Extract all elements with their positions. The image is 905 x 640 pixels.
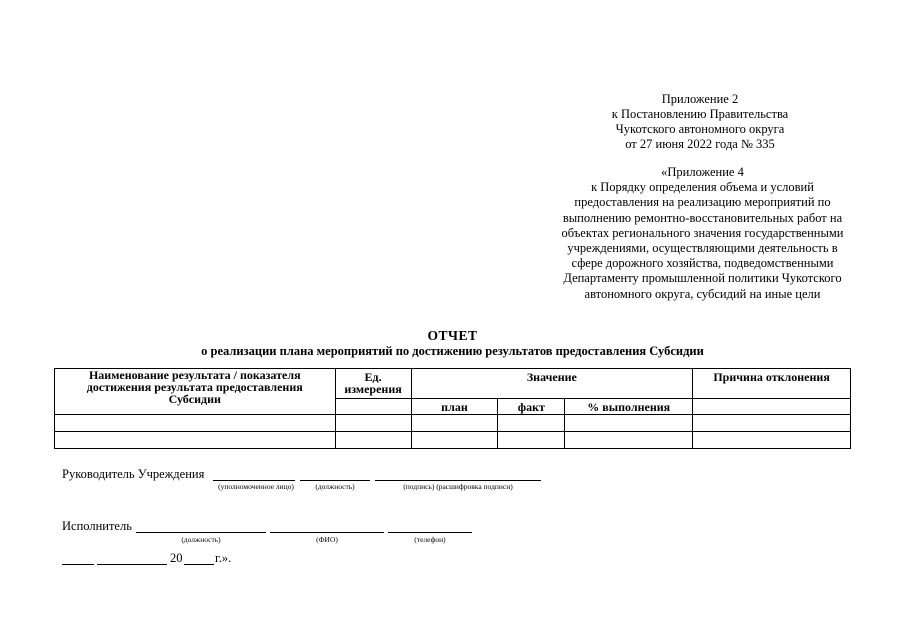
table-row bbox=[55, 432, 851, 449]
subheader-percent: % выполнения bbox=[565, 399, 693, 415]
header-value: Значение bbox=[411, 369, 693, 399]
date-month-line[interactable] bbox=[97, 564, 167, 565]
table-cell[interactable] bbox=[565, 432, 693, 449]
table-header-row bbox=[55, 369, 851, 399]
table-cell[interactable] bbox=[55, 432, 336, 449]
header-name-line-3: Субсидии bbox=[168, 392, 221, 406]
head-position-line[interactable] bbox=[300, 480, 370, 481]
appendix-4-line-1: «Приложение 4 bbox=[661, 165, 744, 179]
head-signature-line[interactable] bbox=[375, 480, 541, 481]
head-authorized-line[interactable] bbox=[213, 480, 295, 481]
appendix-4-line-8: Департаменту промышленной политики Чукотского bbox=[563, 271, 842, 286]
executor-position-line[interactable] bbox=[136, 532, 266, 533]
table-cell[interactable] bbox=[335, 432, 411, 449]
date-suffix: г.». bbox=[215, 551, 232, 565]
report-subtitle: о реализации плана мероприятий по достижению результатов предоставления Субсидии bbox=[201, 344, 704, 358]
appendix-4-line-3: предоставления на реализацию мероприятий по bbox=[574, 195, 831, 210]
subheader-unit-empty bbox=[335, 399, 411, 415]
appendix-4-line-7: сфере дорожного хозяйства, подведомственными bbox=[571, 256, 834, 271]
appendix-2-line-1: Приложение 2 bbox=[661, 92, 739, 106]
executor-label: Исполнитель bbox=[62, 519, 132, 533]
table-cell[interactable] bbox=[565, 415, 693, 432]
subheader-plan: план bbox=[411, 399, 498, 415]
date-day-line[interactable] bbox=[62, 564, 94, 565]
table-row bbox=[55, 415, 851, 432]
header-name-line-1: Наименование результата / показателя bbox=[88, 368, 301, 382]
table-cell[interactable] bbox=[498, 415, 565, 432]
executor-caption-phone: (телефон) bbox=[414, 535, 446, 544]
head-caption-signature: (подпись) (расшифровка подписи) bbox=[403, 482, 513, 491]
header-name-line-2: достижения результата предоставления bbox=[86, 380, 303, 394]
subheader-fact: факт bbox=[498, 399, 565, 415]
head-label: Руководитель Учреждения bbox=[62, 467, 205, 481]
header-unit-line-1: Ед. bbox=[364, 370, 382, 384]
appendix-4-line-9: автономного округа, субсидий на иные цели bbox=[584, 286, 821, 301]
appendix-2-line-4: от 27 июня 2022 года № 335 bbox=[625, 137, 775, 151]
report-title: ОТЧЕТ bbox=[427, 328, 478, 343]
appendix-2-line-2: к Постановлению Правительства bbox=[611, 107, 789, 121]
header-unit-line-2: измерения bbox=[344, 382, 402, 396]
date-year-line[interactable] bbox=[184, 564, 214, 565]
table-cell[interactable] bbox=[498, 432, 565, 449]
appendix-2-block bbox=[580, 92, 820, 152]
header-unit bbox=[335, 369, 411, 399]
table-cell[interactable] bbox=[693, 432, 851, 449]
executor-phone-line[interactable] bbox=[388, 532, 472, 533]
table-cell[interactable] bbox=[411, 432, 498, 449]
table-cell[interactable] bbox=[693, 415, 851, 432]
executor-name-line[interactable] bbox=[270, 532, 384, 533]
appendix-4-line-6: учреждениями, осуществляющими деятельность в bbox=[567, 241, 838, 256]
appendix-4-line-5: объектах регионального значения государственными bbox=[561, 225, 844, 240]
executor-caption-name: (ФИО) bbox=[316, 535, 338, 544]
header-name bbox=[55, 369, 336, 415]
report-table bbox=[54, 368, 851, 449]
subheader-reason-empty bbox=[693, 399, 851, 415]
head-caption-position: (должность) bbox=[315, 482, 355, 491]
header-reason: Причина отклонения bbox=[693, 369, 851, 399]
table-cell[interactable] bbox=[335, 415, 411, 432]
date-year-prefix: 20 bbox=[170, 551, 183, 565]
appendix-2-line-3: Чукотского автономного округа bbox=[615, 122, 785, 136]
appendix-4-block bbox=[545, 165, 860, 302]
head-caption-authorized: (уполномоченное лицо) bbox=[218, 482, 294, 491]
appendix-4-line-4: выполнению ремонтно-восстановительных работ на bbox=[562, 210, 843, 225]
appendix-4-line-2: к Порядку определения объема и условий bbox=[591, 180, 814, 195]
executor-caption-position: (должность) bbox=[181, 535, 221, 544]
table-cell[interactable] bbox=[55, 415, 336, 432]
table-cell[interactable] bbox=[411, 415, 498, 432]
